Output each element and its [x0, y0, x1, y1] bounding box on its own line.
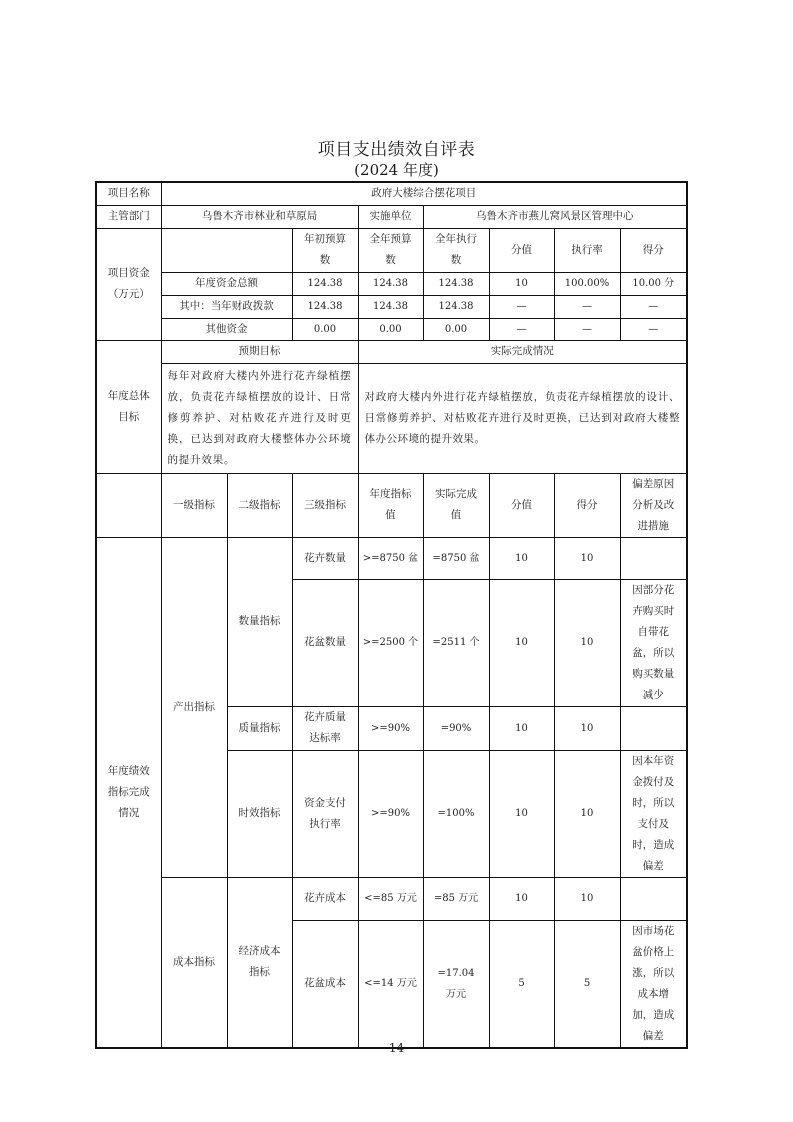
funds-cell: 124.38 [358, 272, 423, 295]
level3-indicator: 花卉成本 [292, 877, 358, 920]
indicator-header: 一级指标 [161, 473, 227, 537]
funds-header: 全年预算数 [358, 228, 423, 272]
funds-cell: 0.00 [292, 318, 358, 340]
funds-row [96, 318, 687, 340]
target-value: >=90% [358, 750, 423, 877]
score: 10 [554, 537, 620, 579]
score: 5 [554, 920, 620, 1048]
funds-cell: 10 [489, 272, 554, 295]
actual-value: =100% [423, 750, 489, 877]
document-subtitle: (2024 年度) [354, 161, 439, 179]
score: 10 [554, 750, 620, 877]
level1-indicator: 产出指标 [161, 537, 227, 877]
indicator-header: 二级指标 [227, 473, 292, 537]
goals-content-row [96, 363, 687, 473]
funds-header: 全年执行数 [423, 228, 489, 272]
funds-cell: 0.00 [358, 318, 423, 340]
document-title: 项目支出绩效自评表 [317, 140, 476, 160]
actual-completion-text: 对政府大楼内外进行花卉绿植摆放，负责花卉绿植摆放的设计、日常修剪养护、对枯败花卉进行及时更换，已达到对政府大楼整体办公环境的提升效果。 [358, 363, 687, 473]
funds-cell: — [554, 295, 620, 318]
indicator-row [96, 537, 687, 579]
level2-indicator: 数量指标 [227, 537, 292, 706]
funds-header: 执行率 [554, 228, 620, 272]
actual-value: =8750 盆 [423, 537, 489, 579]
expected-goal-text: 每年对政府大楼内外进行花卉绿植摆放，负责花卉绿植摆放的设计、日常修剪养护、对枯败花卉进行及时更换，已达到对政府大楼整体办公环境的提升效果。 [161, 363, 358, 473]
funds-cell: — [620, 295, 687, 318]
deviation-reason: 因市场花盆价格上涨，所以成本增加，造成偏差 [620, 920, 687, 1048]
indicator-row [96, 877, 687, 920]
funds-cell: 100.00% [554, 272, 620, 295]
deviation-reason [620, 537, 687, 579]
funds-header: 得分 [620, 228, 687, 272]
target-value: <=85 万元 [358, 877, 423, 920]
department-row [96, 205, 687, 228]
funds-row-label: 年度资金总额 [161, 272, 292, 295]
weight: 10 [489, 877, 554, 920]
indicator-header: 得分 [554, 473, 620, 537]
actual-value: =85 万元 [423, 877, 489, 920]
indicator-header: 三级指标 [292, 473, 358, 537]
actual-value: =17.04 万元 [423, 920, 489, 1048]
weight: 10 [489, 706, 554, 750]
funds-cell: 124.38 [358, 295, 423, 318]
expected-goal-header: 预期目标 [161, 340, 358, 363]
funds-row-label: 其他资金 [161, 318, 292, 340]
project-name-value: 政府大楼综合摆花项目 [161, 182, 687, 205]
level2-indicator: 经济成本指标 [227, 877, 292, 1048]
funds-row [96, 272, 687, 295]
indicator-header: 实际完成值 [423, 473, 489, 537]
funds-header: 分值 [489, 228, 554, 272]
actual-value: =2511 个 [423, 579, 489, 706]
project-name-label: 项目名称 [96, 182, 161, 205]
weight: 10 [489, 750, 554, 877]
weight: 10 [489, 537, 554, 579]
indicator-header: 偏差原因分析及改进措施 [620, 473, 687, 537]
dept-label: 主管部门 [96, 205, 161, 228]
impl-unit-label: 实施单位 [358, 205, 423, 228]
target-value: >=2500 个 [358, 579, 423, 706]
target-value: >=90% [358, 706, 423, 750]
funds-header-row [96, 228, 687, 272]
indicator-header: 分值 [489, 473, 554, 537]
funds-label: 项目资金（万元） [96, 228, 161, 340]
level1-indicator: 成本指标 [161, 877, 227, 1048]
funds-cell: 10.00 分 [620, 272, 687, 295]
goals-header-row [96, 340, 687, 363]
funds-cell: — [489, 318, 554, 340]
funds-cell: — [554, 318, 620, 340]
project-name-row [96, 182, 687, 205]
score: 10 [554, 877, 620, 920]
target-value: <=14 万元 [358, 920, 423, 1048]
deviation-reason [620, 706, 687, 750]
funds-header-blank [161, 228, 292, 272]
indicator-header-blank [96, 473, 161, 537]
funds-row [96, 295, 687, 318]
page-number: 14 [388, 1041, 405, 1055]
funds-cell: 124.38 [292, 272, 358, 295]
deviation-reason: 因部分花卉购买时自带花盆，所以购买数量减少 [620, 579, 687, 706]
level2-indicator: 时效指标 [227, 750, 292, 877]
funds-cell: 124.38 [423, 272, 489, 295]
level3-indicator: 花卉数量 [292, 537, 358, 579]
level3-indicator: 资金支付执行率 [292, 750, 358, 877]
target-value: >=8750 盆 [358, 537, 423, 579]
actual-completion-header: 实际完成情况 [358, 340, 687, 363]
dept-value: 乌鲁木齐市林业和草原局 [161, 205, 358, 228]
level3-indicator: 花盆数量 [292, 579, 358, 706]
score: 10 [554, 579, 620, 706]
funds-cell: — [620, 318, 687, 340]
funds-cell: 0.00 [423, 318, 489, 340]
funds-cell: — [489, 295, 554, 318]
performance-evaluation-table [95, 181, 688, 1049]
indicator-header: 年度指标值 [358, 473, 423, 537]
score: 10 [554, 706, 620, 750]
level3-indicator: 花卉质量达标率 [292, 706, 358, 750]
funds-cell: 124.38 [423, 295, 489, 318]
funds-row-label: 其中：当年财政拨款 [161, 295, 292, 318]
funds-cell: 124.38 [292, 295, 358, 318]
indicator-header-row [96, 473, 687, 537]
weight: 5 [489, 920, 554, 1048]
level2-indicator: 质量指标 [227, 706, 292, 750]
goals-label: 年度总体目标 [96, 340, 161, 473]
deviation-reason: 因本年资金拨付及时，所以支付及时，造成偏差 [620, 750, 687, 877]
level3-indicator: 花盆成本 [292, 920, 358, 1048]
funds-header: 年初预算数 [292, 228, 358, 272]
deviation-reason [620, 877, 687, 920]
actual-value: =90% [423, 706, 489, 750]
impl-unit-value: 乌鲁木齐市燕儿窝风景区管理中心 [423, 205, 687, 228]
weight: 10 [489, 579, 554, 706]
indicator-section-label: 年度绩效指标完成情况 [96, 537, 161, 1048]
